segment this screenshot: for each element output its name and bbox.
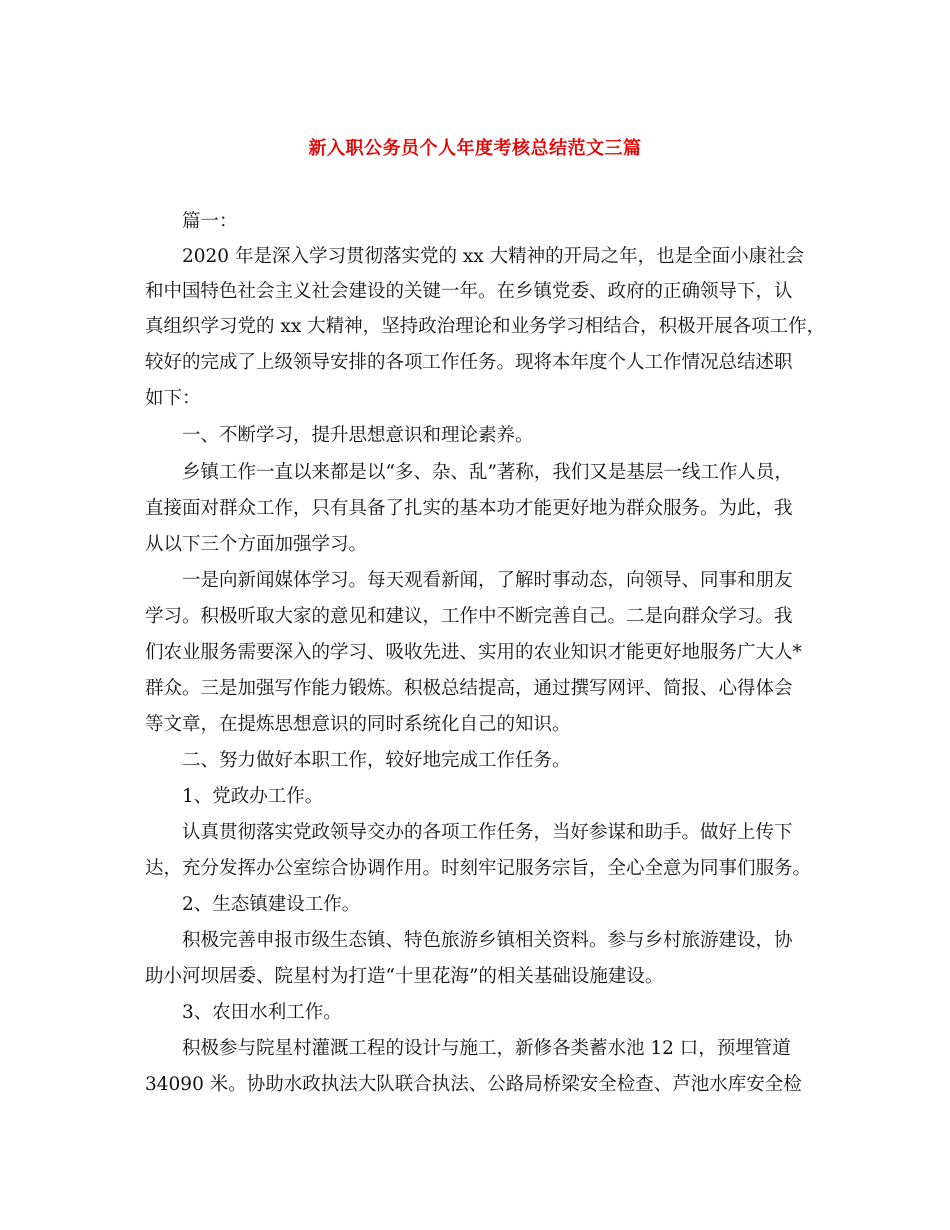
paragraph-line: 达，充分发挥办公室综合协调作用。时刻牢记服务宗旨，全心全意为同事们服务。: [145, 858, 812, 879]
paragraph-line: 积极完善申报市级生态镇、特色旅游乡镇相关资料。参与乡村旅游建设，协: [182, 930, 793, 951]
paragraph-line: 和中国特色社会主义社会建设的关键一年。在乡镇党委、政府的正确领导下，认: [145, 281, 793, 302]
section-heading: 篇一：: [182, 211, 238, 232]
paragraph-line: 等文章，在提炼思想意识的同时系统化自己的知识。: [145, 714, 571, 735]
paragraph-line: 如下：: [145, 388, 201, 409]
paragraph-line: 一是向新闻媒体学习。每天观看新闻，了解时事动态，向领导、同事和朋友: [182, 570, 793, 591]
paragraph-line: 群众。三是加强写作能力锻炼。积极总结提高，通过撰写网评、简报、心得体会: [145, 678, 793, 699]
paragraph-line: 助小河坝居委、院星村为打造“十里花海”的相关基础设施建设。: [145, 966, 664, 987]
paragraph-line: 真组织学习党的 xx 大精神，坚持政治理论和业务学习相结合，积极开展各项工作，: [145, 316, 826, 337]
subsection-heading: 3、农田水利工作。: [182, 1002, 342, 1023]
paragraph-line: 乡镇工作一直以来都是以“多、杂、乱”著称，我们又是基层一线工作人员，: [182, 462, 793, 483]
paragraph-line: 较好的完成了上级领导安排的各项工作任务。现将本年度个人工作情况总结述职: [145, 352, 793, 373]
paragraph-line: 认真贯彻落实党政领导交办的各项工作任务，当好参谋和助手。做好上传下: [182, 822, 793, 843]
paragraph-line: 2020 年是深入学习贯彻落实党的 xx 大精神的开局之年，也是全面小康社会: [182, 246, 805, 267]
paragraph-line: 学习。积极听取大家的意见和建议，工作中不断完善自己。二是向群众学习。我: [145, 606, 793, 627]
paragraph-line: 从以下三个方面加强学习。: [145, 534, 368, 555]
subsection-heading: 1、党政办工作。: [182, 786, 324, 807]
paragraph-line: 直接面对群众工作，只有具备了扎实的基本功才能更好地为群众服务。为此，我: [145, 498, 793, 519]
section-heading: 一、不断学习，提升思想意识和理论素养。: [182, 425, 534, 446]
section-heading: 二、努力做好本职工作，较好地完成工作任务。: [182, 750, 571, 771]
document-title: 新入职公务员个人年度考核总结范文三篇: [308, 138, 642, 159]
paragraph-line: 34090 米。协助水政执法大队联合执法、公路局桥梁安全检查、芦池水库安全检: [145, 1074, 802, 1095]
subsection-heading: 2、生态镇建设工作。: [182, 894, 361, 915]
paragraph-line: 们农业服务需要深入的学习、吸收先进、实用的农业知识才能更好地服务广大人*: [145, 642, 802, 663]
paragraph-line: 积极参与院星村灌溉工程的设计与施工，新修各类蓄水池 12 口，预埋管道: [182, 1038, 791, 1059]
